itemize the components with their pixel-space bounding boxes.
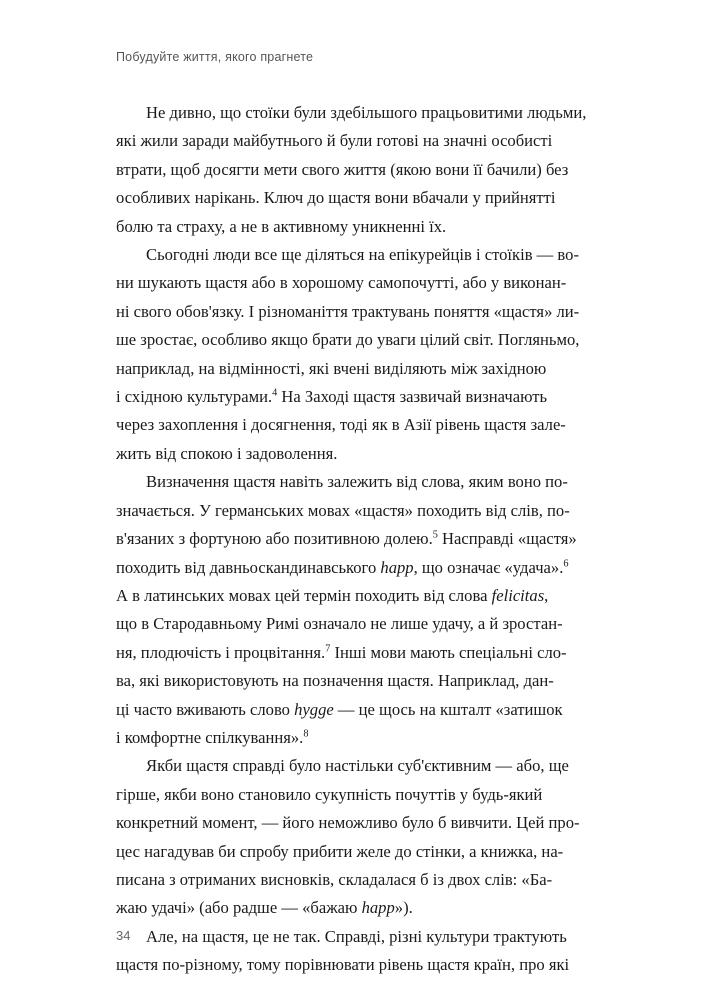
text-line-with-footnote — [116, 383, 605, 411]
line-text: ня, плодючість і процвітання. — [116, 642, 326, 662]
text-line-with-italic — [116, 554, 605, 582]
text-line: наприклад, на відмінності, які вчені виділяють між західною — [116, 358, 547, 378]
text-line: ни шукають щастя або в хорошому самопочутті, або у виконан- — [116, 273, 567, 293]
text-line: Сьогодні люди все ще діляться на епікурейців і стоїків — во- — [146, 245, 579, 265]
line-text-tail: Насправді «щастя» — [437, 529, 577, 549]
italic-term-happ: happ — [380, 557, 414, 577]
line-text: жаю удачі» (або радше — «бажаю — [116, 898, 362, 918]
text-line: писана з отриманих висновків, складалася б із двох слів: «Ба- — [116, 869, 553, 889]
line-text-tail: Інші мови мають спеціальні сло- — [330, 642, 567, 662]
text-line: Визначення щастя навіть залежить від слова, яким воно по- — [146, 472, 568, 492]
line-text: і комфортне спілкування». — [116, 727, 304, 747]
text-line: Але, на щастя, це не так. Справді, різні культури трактують — [146, 926, 567, 946]
line-text-tail: »). — [394, 898, 413, 918]
line-text: А в латинських мовах цей термін походить від слова — [116, 585, 492, 605]
italic-term-hygge: hygge — [294, 699, 334, 719]
running-head: Побудуйте життя, якого прагнете — [116, 50, 314, 64]
text-line: через захоплення і досягнення, тоді як в Азії рівень щастя зале- — [116, 415, 566, 435]
italic-term-felicitas: felicitas — [491, 585, 545, 605]
line-text: ці часто вживають слово — [116, 699, 295, 719]
line-text-tail: — це щось на кшталт «затишок — [333, 699, 563, 719]
text-line: втрати, щоб досягти мети свого життя (якою вони її бачили) без — [116, 159, 569, 179]
paragraph-3 — [116, 468, 605, 752]
text-line: значається. У германських мовах «щастя» походить від слів, по- — [116, 500, 570, 520]
footnote-marker-5: 5 — [432, 529, 438, 541]
line-text-tail: На Заході щастя зазвичай визначають — [277, 387, 548, 407]
paragraph-5 — [116, 923, 605, 980]
line-text: і східною культурами. — [116, 387, 273, 407]
footnote-marker-6: 6 — [563, 557, 569, 569]
body-text-block — [116, 99, 605, 980]
footnote-marker-7: 7 — [325, 643, 331, 655]
text-line: болю та страху, а не в активному уникненні їх. — [116, 216, 447, 236]
text-line: цес нагадував би спробу прибити желе до стінки, а книжка, на- — [116, 841, 564, 861]
line-text-tail: , — [544, 585, 549, 605]
text-line: гірше, якби воно становило сукупність почуттів у будь-який — [116, 784, 543, 804]
text-line: ва, які використовують на позначення щастя. Наприклад, дан- — [116, 671, 554, 691]
line-text-tail: , що означає «удача». — [413, 557, 564, 577]
line-text: походить від давньоскандинавського — [116, 557, 381, 577]
italic-term-happ: happ — [361, 898, 395, 918]
footnote-marker-8: 8 — [303, 728, 309, 740]
page-number: 34 — [116, 928, 131, 943]
text-line: конкретний момент, — його неможливо було б вивчити. Цей про- — [116, 813, 580, 833]
paragraph-4 — [116, 752, 605, 922]
text-line-with-footnote — [116, 724, 605, 752]
text-line-with-italic — [116, 894, 605, 922]
text-line: щастя по-різному, тому порівнювати рівень щастя країн, про які — [116, 955, 570, 975]
text-line: які жили заради майбутнього й були готові на значні особисті — [116, 131, 553, 151]
text-line-with-footnote — [116, 525, 605, 553]
paragraph-2 — [116, 241, 605, 468]
text-line-with-italic — [116, 582, 605, 610]
text-line: ні свого обов'язку. І різноманіття трактувань поняття «щастя» ли- — [116, 301, 580, 321]
text-line: що в Стародавньому Римі означало не лише удачу, а й зростан- — [116, 614, 563, 634]
text-line: Якби щастя справді було настільки суб'єктивним — або, ще — [146, 756, 569, 776]
text-line: ше зростає, особливо якщо брати до уваги цілий світ. Погляньмо, — [116, 330, 580, 350]
text-line: жить від спокою і задоволення. — [116, 443, 338, 463]
footnote-marker-4: 4 — [272, 387, 278, 399]
line-text: в'язаних з фортуною або позитивною долею. — [116, 529, 433, 549]
paragraph-1 — [116, 99, 605, 241]
text-line: особливих нарікань. Ключ до щастя вони вбачали у прийнятті — [116, 188, 556, 208]
text-line-with-italic — [116, 696, 605, 724]
text-line: Не дивно, що стоїки були здебільшого працьовитими людьми, — [146, 103, 587, 122]
text-line-with-footnote — [116, 639, 605, 667]
